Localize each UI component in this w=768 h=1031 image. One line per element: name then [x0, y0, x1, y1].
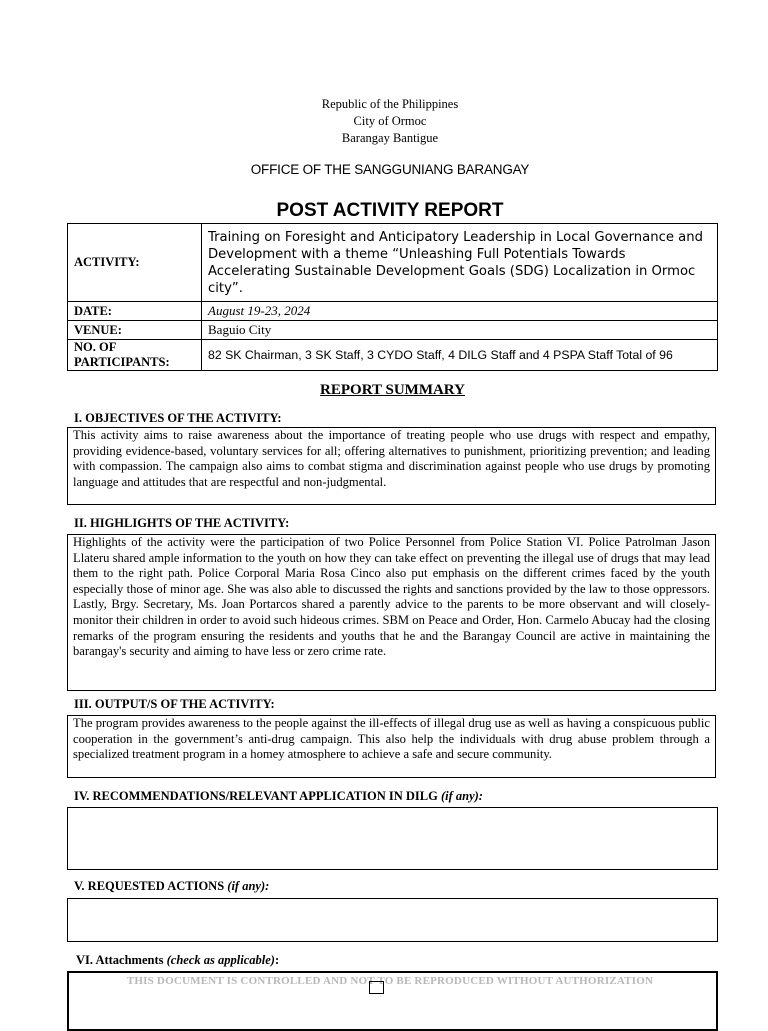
date-label: DATE:: [68, 302, 202, 321]
objectives-box: [67, 427, 716, 505]
office-name: OFFICE OF THE SANGGUNIANG BARANGAY: [250, 162, 530, 177]
date-value: August 19-23, 2024: [202, 302, 718, 321]
attachments-heading-colon: :: [274, 953, 280, 967]
participants-label: [68, 340, 202, 371]
header-republic: Republic of the Philippines: [321, 97, 459, 111]
activity-info-table: [67, 223, 718, 371]
participants-label-line1: NO. OF: [74, 340, 117, 354]
participants-label-line2: PARTICIPANTS:: [74, 355, 170, 369]
activity-value: Training on Foresight and Anticipatory Leadership in Local Governance and Development with a theme “Unleashing Full Potentials Towards Accelerating Sustainable Development Goals (SDG) Localization in Ormoc city”.: [202, 224, 718, 302]
output-box: [67, 715, 716, 778]
activity-label: ACTIVITY:: [68, 224, 202, 302]
requested-actions-box[interactable]: [67, 898, 718, 942]
recommendations-heading: [74, 789, 483, 804]
highlights-text: Highlights of the activity were the participation of two Police Personnel from Police Station VI. Police Patrolman Jason Llateru shared ample information to the youth on how they can take effect on preventing the illegal use of drugs that may lead them to the right path. Police Corporal Maria Rosa Cinco also put emphasis on the different crimes faced by the youth especially those of minor age. She was also able to discussed the rights and sanctions provided by the law to those oppressors. Lastly, Brgy. Secretary, Ms. Joan Portarcos shared a parently advice to the parents to be more observant and will closely-monitor their children in order to avoid such hideous crimes. SBM on Peace and Order, Hon. Carmelo Abucay had the closing remarks of the program ensuring the residents and youths that he and the Barangay Council are active in maintaining the barangay's security and aiming to have less or zero crime rate.: [73, 535, 710, 659]
highlights-box: [67, 534, 716, 691]
watermark-notice: THIS DOCUMENT IS CONTROLLED AND NOT TO BE REPRODUCED WITHOUT AUTHORIZATION: [126, 975, 654, 987]
page-title: POST ACTIVITY REPORT: [276, 200, 504, 221]
attachments-heading: [76, 953, 279, 968]
output-heading: III. OUTPUT/S OF THE ACTIVITY:: [74, 697, 275, 711]
recommendations-heading-note: (if any):: [440, 789, 483, 803]
highlights-heading: II. HIGHLIGHTS OF THE ACTIVITY:: [74, 516, 290, 530]
attachment-checkbox[interactable]: [369, 981, 384, 994]
header-barangay: Barangay Bantigue: [341, 131, 439, 145]
venue-label: VENUE:: [68, 321, 202, 340]
participants-value: 82 SK Chairman, 3 SK Staff, 3 CYDO Staff, 4 DILG Staff and 4 PSPA Staff Total of 96: [202, 340, 718, 371]
header-city: City of Ormoc: [353, 114, 427, 128]
venue-value: Baguio City: [202, 321, 718, 340]
output-text: The program provides awareness to the people against the ill-effects of illegal drug use as well as having a conspicuous public cooperation in the government’s anti-drug campaign. This also help the individuals with drug abuse problem through a specialized treatment program in a homey atmosphere to achieve a safe and secure community.: [73, 716, 710, 762]
attachments-heading-note: (check as applicable): [166, 953, 275, 967]
attachments-heading-text: VI. Attachments: [76, 953, 167, 967]
objectives-heading: I. OBJECTIVES OF THE ACTIVITY:: [74, 411, 282, 425]
recommendations-heading-text: IV. RECOMMENDATIONS/RELEVANT APPLICATION IN DILG: [74, 789, 441, 803]
report-summary-title: REPORT SUMMARY: [320, 382, 465, 398]
objectives-text: This activity aims to raise awareness about the importance of treating people who use drugs with respect and empathy, providing evidence-based, voluntary services for all; offering alternatives to punishment, prioritizing prevention; and leading with compassion. The campaign also aims to combat stigma and discrimination against people who use drugs by promoting language and attitudes that are respectful and non-judgmental.: [73, 428, 710, 489]
requested-actions-heading-text: V. REQUESTED ACTIONS: [74, 879, 228, 893]
recommendations-box[interactable]: [67, 807, 718, 870]
requested-actions-heading: [74, 879, 269, 894]
requested-actions-heading-note: (if any):: [227, 879, 270, 893]
